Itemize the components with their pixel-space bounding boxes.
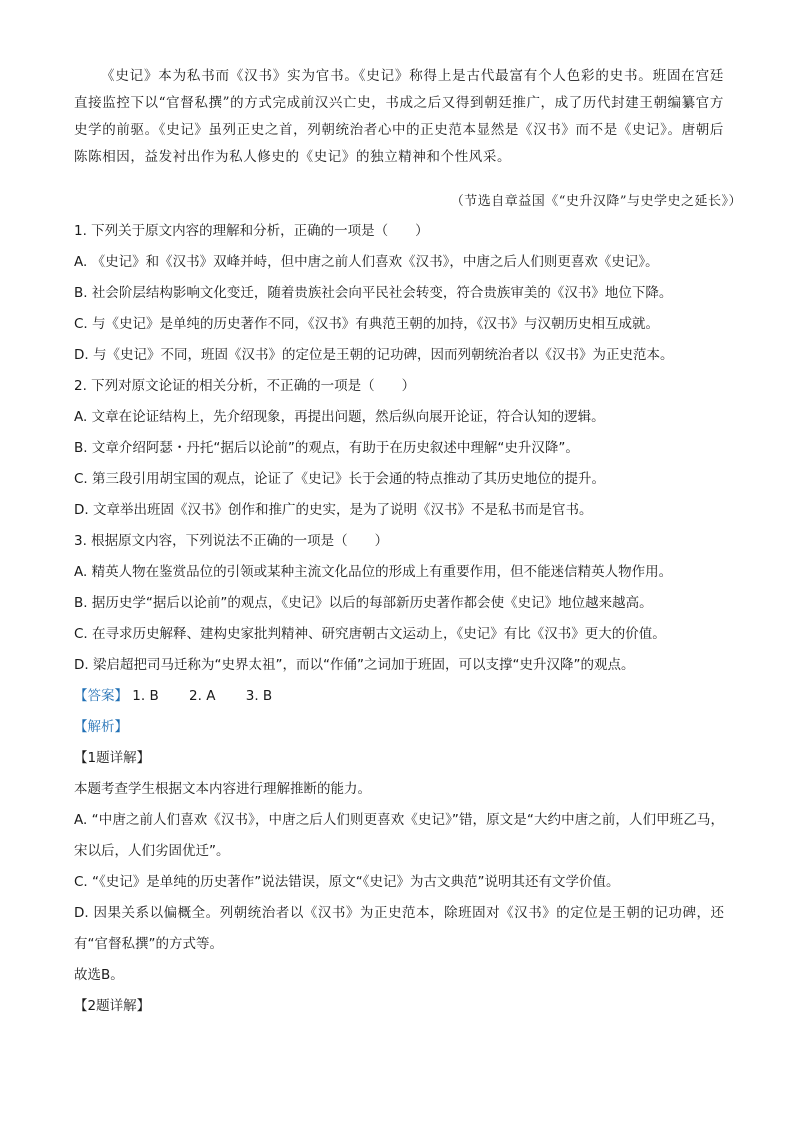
question-3-option-a: A. 精英人物在鉴赏品位的引领或某种主流文化品位的形成上有重要作用，但不能迷信精英人物作用。 [74, 564, 673, 580]
answer-tag: 【答案】 [74, 688, 128, 704]
question-1-option-b: B. 社会阶层结构影响文化变迁，随着贵族社会向平民社会转变，符合贵族审美的《汉书》地位下降。 [74, 285, 673, 301]
answer-value-1: 1. B [132, 688, 159, 704]
question-1-option-c: C. 与《史记》是单纯的历史著作不同，《汉书》有典范王朝的加持，《汉书》与汉朝历史相互成就。 [74, 316, 660, 332]
question-2-option-b: B. 文章介绍阿瑟・丹托“据后以论前”的观点，有助于在历史叙述中理解“史升汉降”。 [74, 440, 579, 456]
question-3 [74, 526, 724, 681]
analysis-q1-option-c: C. “《史记》是单纯的历史著作”说法错误，原文“《史记》为古文典范”说明其还有文学价值。 [74, 874, 620, 890]
question-2-option-a: A. 文章在论证结构上，先介绍现象，再提出问题，然后纵向展开论证，符合认知的逻辑。 [74, 409, 605, 425]
answer-value-3: 3. B [245, 688, 273, 704]
question-1-option-a: A. 《史记》和《汉书》双峰并峙，但中唐之前人们喜欢《汉书》，中唐之后人们则更喜欢《史记》。 [74, 254, 659, 270]
analysis-q1-intro: 本题考查学生根据文本内容进行理解推断的能力。 [74, 781, 371, 797]
question-3-option-b: B. 据历史学“据后以论前”的观点，《史记》以后的每部新历史著作都会使《史记》地位越来越高。 [74, 595, 653, 611]
analysis-q1-header: 【1题详解】 [74, 750, 151, 766]
question-1-stem: 1. 下列关于原文内容的理解和分析，正确的一项是（ ） [74, 223, 429, 239]
question-1 [74, 216, 724, 371]
question-3-option-d: D. 梁启超把司马迁称为“史界太祖”，而以“作俑”之词加于班固，可以支撑“史升汉降”的观点。 [74, 657, 635, 673]
analysis-q1-option-a: A. “中唐之前人们喜欢《汉书》，中唐之后人们则更喜欢《史记》”错，原文是“大约中唐之前，人们甲班乙马，宋以后，人们劣固优迁”。 [74, 812, 724, 859]
answer-value-2: 2. A [189, 688, 216, 704]
question-3-stem: 3. 根据原文内容，下列说法不正确的一项是（ ） [74, 533, 389, 549]
questions-and-answers [74, 216, 724, 1022]
question-1-option-d: D. 与《史记》不同，班固《汉书》的定位是王朝的记功碑，因而列朝统治者以《汉书》为正史范本。 [74, 347, 674, 363]
analysis-q1-option-d: D. 因果关系以偏概全。列朝统治者以《汉书》为正史范本，除班固对《汉书》的定位是王朝的记功碑，还有“官督私撰”的方式等。 [74, 905, 724, 952]
question-2-option-c: C. 第三段引用胡宝国的观点，论证了《史记》长于会通的特点推动了其历史地位的提升。 [74, 471, 606, 487]
analysis-tag: 【解析】 [74, 719, 128, 735]
answer-line [74, 681, 724, 712]
analysis-q2-header: 【2题详解】 [74, 998, 151, 1014]
passage-excerpt: 《史记》本为私书而《汉书》实为官书。《史记》称得上是古代最富有个人色彩的史书。班固在宫廷直接监控下以“官督私撰”的方式完成前汉兴亡史，书成之后又得到朝廷推广，成了历代封建王朝编纂官方史学的前驱。《史记》虽列正史之首，列朝统治者心中的正史范本显然是《汉书》而不是《史记》。唐朝后陈陈相因，益发衬出作为私人修史的《史记》的独立精神和个性风采。 [74, 68, 724, 165]
answer-values [132, 688, 298, 704]
question-2 [74, 371, 724, 526]
passage-source: （节选自章益国《“史升汉降”与史学史之延长》） [450, 194, 742, 209]
question-2-stem: 2. 下列对原文论证的相关分析，不正确的一项是（ ） [74, 378, 416, 394]
question-2-option-d: D. 文章举出班固《汉书》创作和推广的史实，是为了说明《汉书》不是私书而是官书。 [74, 502, 593, 518]
analysis-q1-conclusion: 故选B。 [74, 967, 124, 983]
question-3-option-c: C. 在寻求历史解释、建构史家批判精神、研究唐朝古文运动上，《史记》有比《汉书》更大的价值。 [74, 626, 666, 642]
